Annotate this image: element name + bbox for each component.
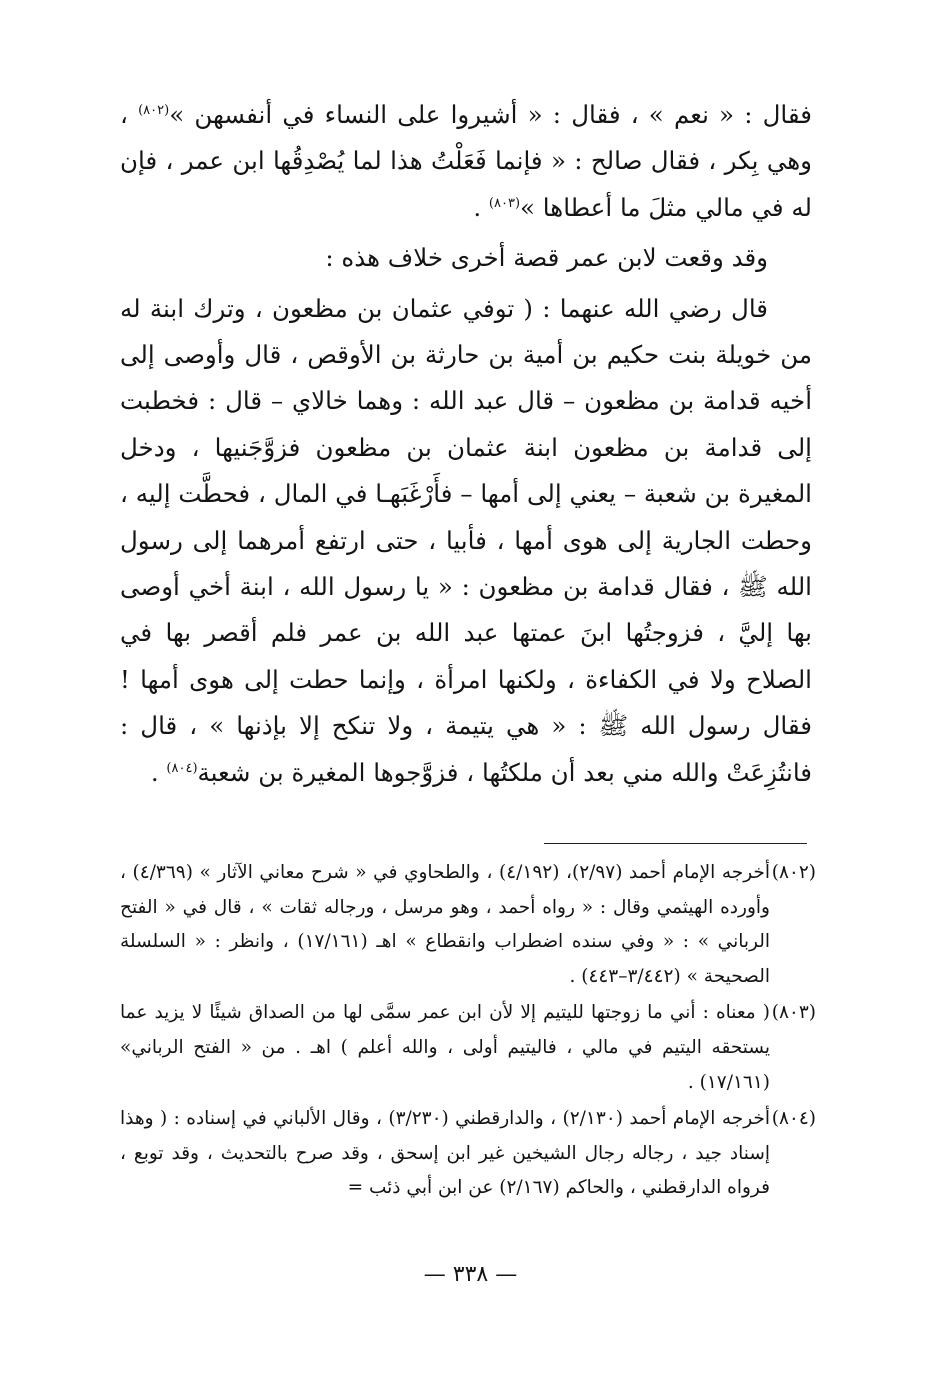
footnote-ref-804: (٨٠٤) xyxy=(166,760,198,776)
paragraph-3-part-b: . xyxy=(150,757,167,787)
footnote-text: أخرجه الإمام أحمد (٢/٩٧)، (٤/١٩٢) ، والطحاوي في « شرح معاني الآثار » (٤/٣٦٩) ، وأورده الهيثمي وقال : « رواه أحمد ، وهو مرسل ، ورجاله ثقات » ، قال في « الفتح الرباني » : « وفي سنده اضطراب وانقطاع » اهـ (١٧/١٦١) ، وانظر : « السلسلة الصحيحة » (٣/٤٤٢–٤٤٣) . xyxy=(120,862,770,987)
paragraph-3-part-a: قال رضي الله عنهما : ( توفي عثمان بن مظعون ، وترك ابنة له من خويلة بنت حكيم بن أمية بن حارثة بن الأوقص ، قال وأوصى إلى أخيه قدامة بن مظعون – قال عبد الله : وهما خالاي – قال : فخطبت إلى قدامة بن مظعون ابنة عثمان بن مظعون فزوَّجَنيها ، ودخل المغيرة بن شعبة – يعني إلى أمها – فأَرْغَبَهـا في المال ، فحطَّت إليه ، وحطت الجارية إلى هوى أمها ، فأبيا ، حتى ارتفع أمرهما إلى رسول الله ﷺ ، فقال قدامة بن مظعون : « يا رسول الله ، ابنة أخي أوصى بها إليَّ ، فزوجتُها ابنَ عمتها عبد الله بن عمر فلم أقصر بها في الصلاح ولا في الكفاءة ، ولكنها امرأة ، وإنما حطت إلى هوى أمها ! فقال رسول الله ﷺ : « هي يتيمة ، ولا تنكح إلا بإذنها » ، قال : فانتُزِعَتْ والله مني بعد أن ملكتُها ، فزوَّجوها المغيرة بن شعبة xyxy=(120,293,812,787)
footnotes xyxy=(120,856,816,1208)
footnote-separator xyxy=(544,843,807,844)
footnote-number: (٨٠٣) xyxy=(771,1002,816,1024)
page-number: — ٣٣٨ — xyxy=(423,1262,518,1287)
footnote-text: أخرجه الإمام أحمد (٢/١٣٠) ، والدارقطني (٣/٢٣٠) ، وقال الألباني في إسناده : ( وهذا إسناد جيد ، رجاله رجال الشيخين غير ابن إسحق ، وقد صرح بالتحديث ، وقد توبع ، فرواه الدارقطني ، والحاكم (٢/١٦٧) عن ابن أبي ذئب = xyxy=(120,1108,771,1199)
footnote-803 xyxy=(120,996,816,1100)
paragraph-1-part-c: . xyxy=(473,192,489,222)
footnote-number: (٨٠٤) xyxy=(771,1108,816,1130)
footnote-text: ( معناه : أني ما زوجتها لليتيم إلا لأن ابن عمر سمَّى لها من الصداق شيئًا لا يزيد عما يستحقه اليتيم في مالي ، فاليتيم أولى ، والله أعلم ) اهـ . من « الفتح الرباني» (١٧/١٦١) . xyxy=(120,1002,770,1093)
footnote-ref-802: (٨٠٢) xyxy=(138,102,170,118)
main-text xyxy=(120,92,812,796)
paragraph-1-part-a: فقال : « نعم » ، فقال : « أشيروا على النساء في أنفسهن » xyxy=(169,100,812,129)
footnote-802 xyxy=(120,856,816,994)
paragraph-1 xyxy=(120,92,812,231)
paragraph-1-part-b: ، وهي بِكر ، فقال صالح : « فإنما فَعَلْتُ هذا لما يُصْدِقُها ابن عمر ، فإن له في مالي مثلَ ما أعطاها » xyxy=(120,100,812,222)
paragraph-2: وقد وقعت لابن عمر قصة أخرى خلاف هذه : xyxy=(325,243,768,273)
footnote-804 xyxy=(120,1102,816,1206)
footnote-number: (٨٠٢) xyxy=(771,862,816,883)
paragraph-3 xyxy=(120,286,812,796)
footnote-ref-803: (٨٠٣) xyxy=(488,195,521,211)
